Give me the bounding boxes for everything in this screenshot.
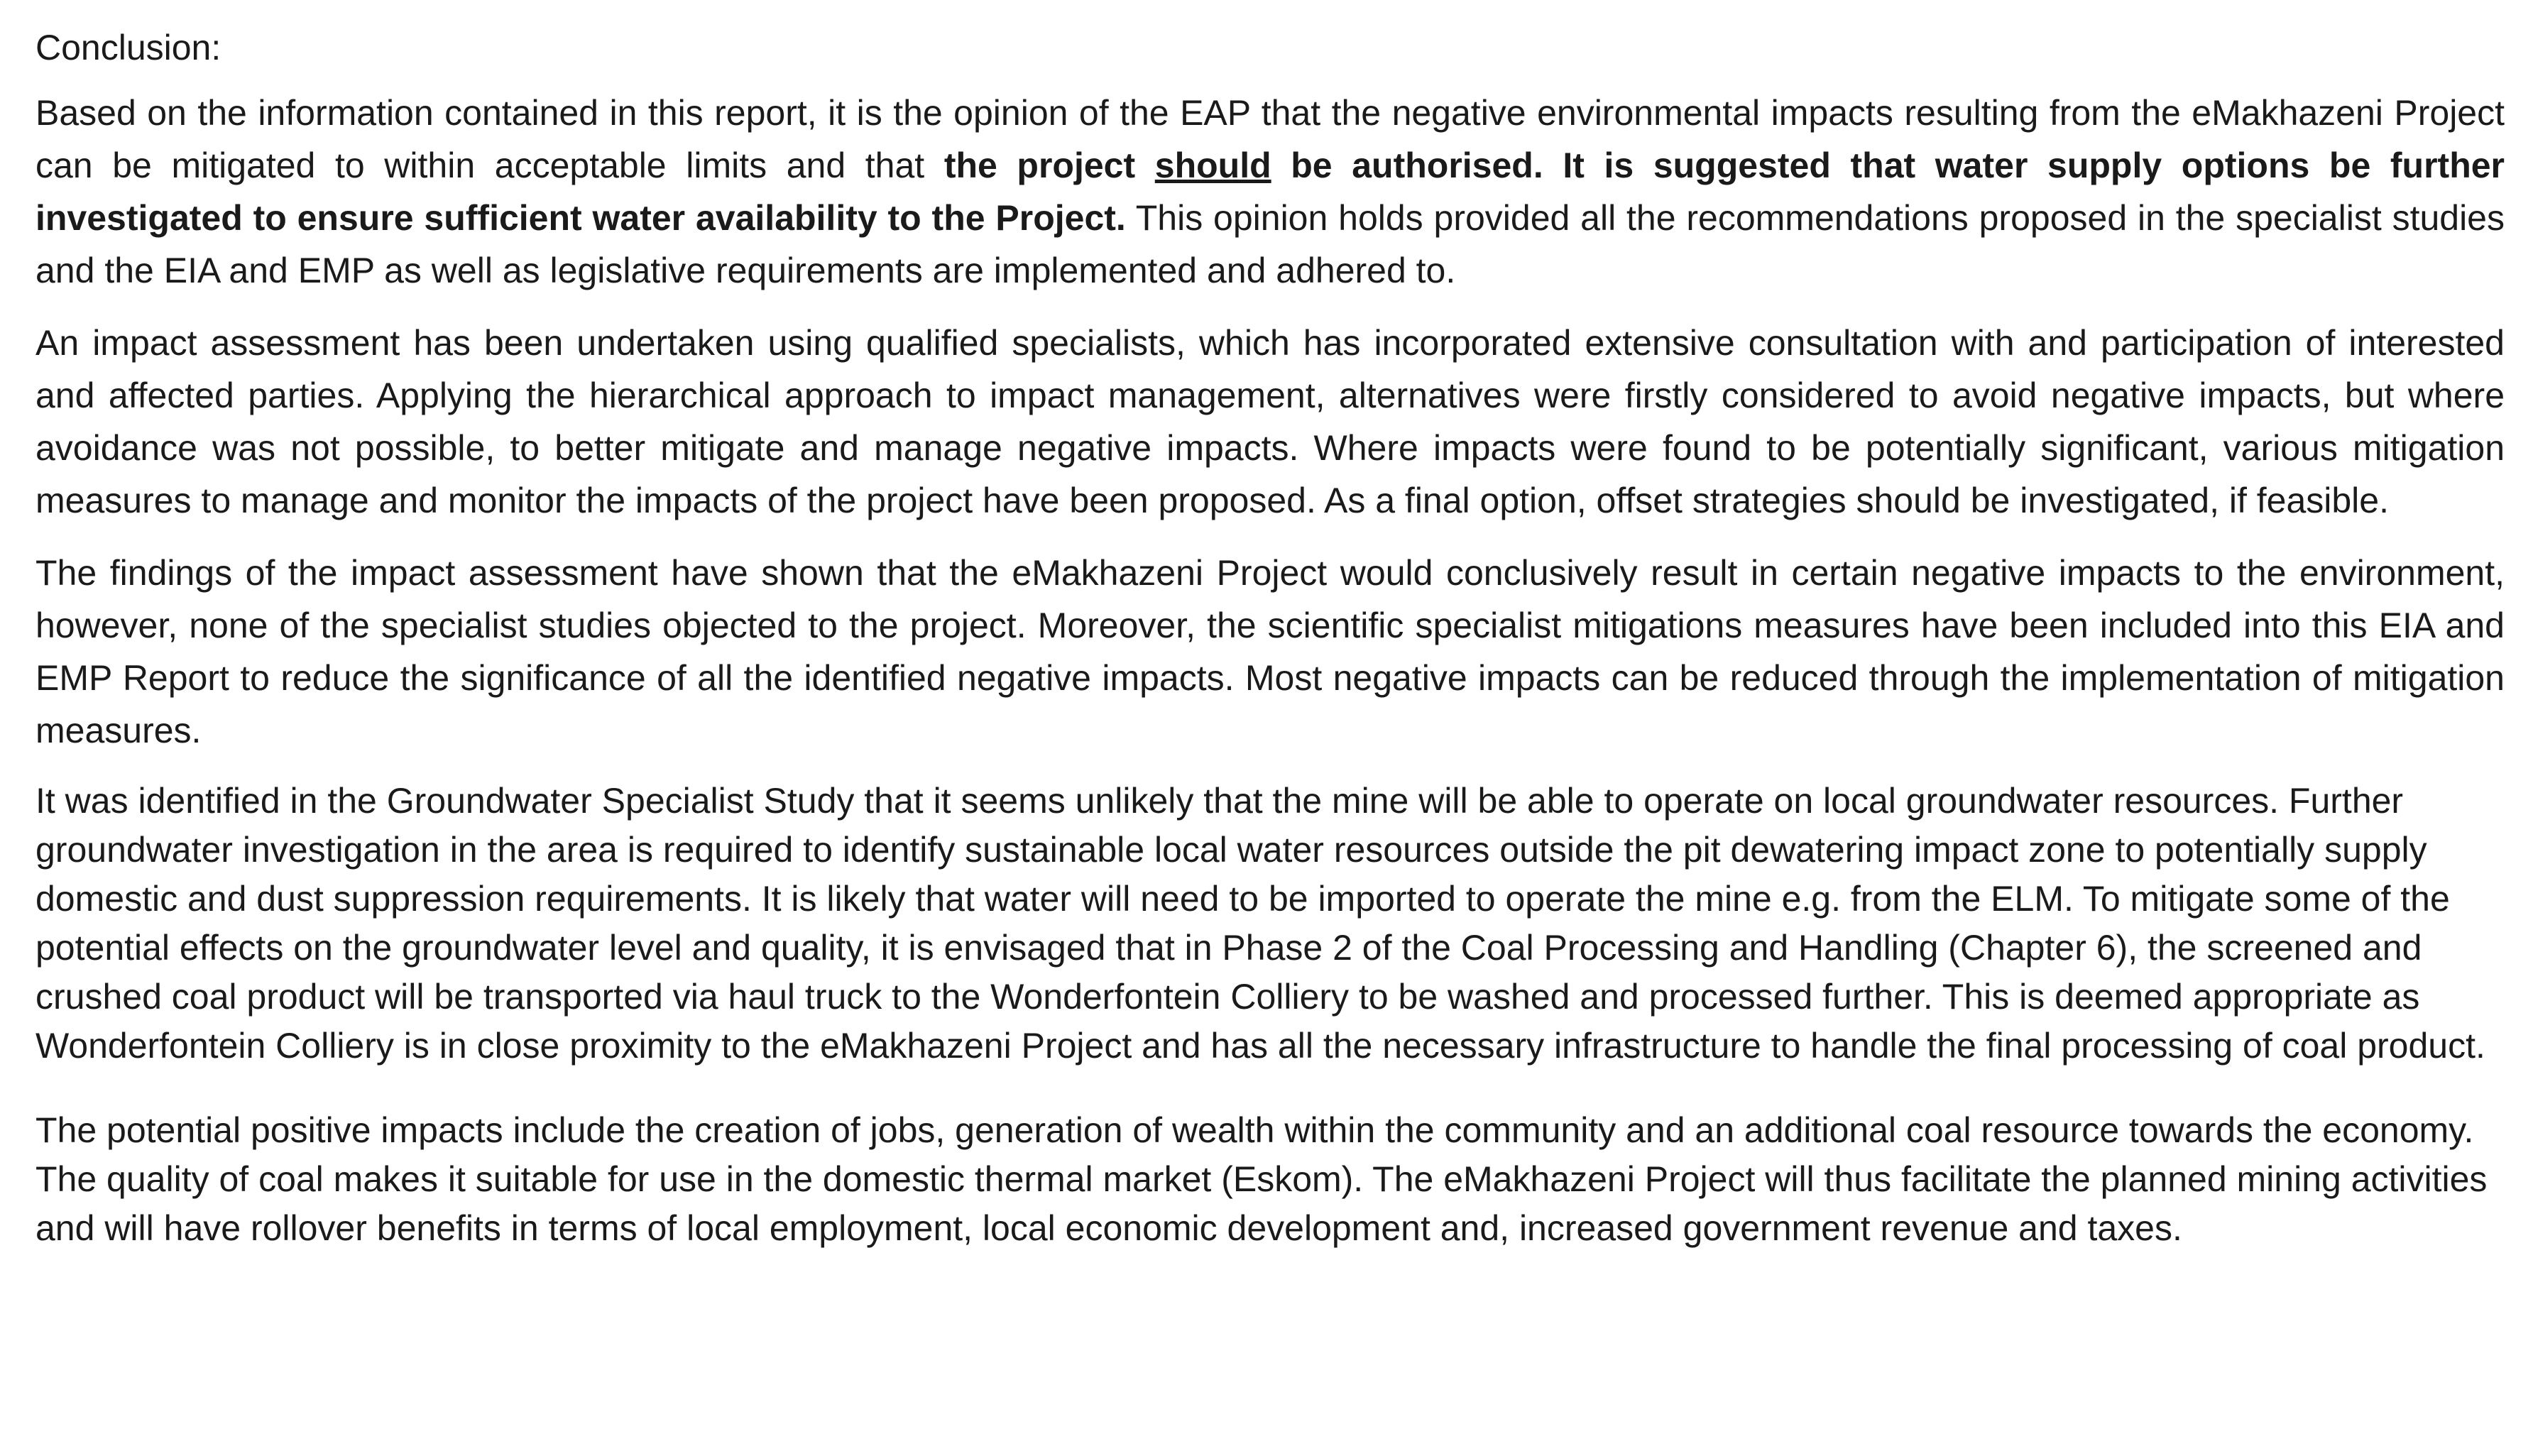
document-page [35, 23, 2505, 1273]
paragraph-positive-impacts: The potential positive impacts include the creation of jobs, generation of wealth within the community and an additional coal resource towards the economy. The quality of coal makes it suitable for use in the domestic thermal market (Eskom). The eMakhazeni Project will thus facilitate the planned mining activities and will have rollover benefits in terms of local employment, local economic development and, increased government revenue and taxes. [35, 1110, 2488, 1248]
paragraph-impact-assessment: An impact assessment has been undertaken using qualified specialists, which has incorporated extensive consultation with and participation of interested and affected parties. Applying the hierarchical approach to impact management, alternatives were firstly considered to avoid negative impacts, but where avoidance was not possible, to better mitigate and manage negative impacts. Where impacts were found to be potentially significant, various mitigation measures to manage and monitor the impacts of the project have been proposed. As a final option, offset strategies should be investigated, if feasible. [35, 323, 2505, 520]
authorisation-statement-a: the project [943, 146, 1155, 185]
authorisation-statement-b: be authorised. It is suggested that water supply options be further investigated to ensure sufficient water availability to the Project. [35, 146, 2505, 238]
conclusion-heading: Conclusion: [35, 28, 221, 67]
paragraph-findings: The findings of the impact assessment have shown that the eMakhazeni Project would conclusively result in certain negative impacts to the environment, however, none of the specialist studies objected to the project. Moreover, the scientific specialist mitigations measures have been included into this EIA and EMP Report to reduce the significance of all the identified negative impacts. Most negative impacts can be reduced through the implementation of mitigation measures. [35, 553, 2505, 750]
authorisation-should: should [1154, 146, 1271, 185]
paragraph-eap-opinion-rest: This opinion holds provided all the recommendations proposed in the specialist studies and the EIA and EMP as well as legislative requirements are implemented and adhered to. [35, 198, 2505, 290]
paragraph-eap-opinion-intro: Based on the information contained in this report, it is the opinion of the EAP that the negative environmental impacts resulting from the eMakhazeni Project can be mitigated to within acceptable limits and that [35, 93, 2505, 185]
paragraph-eap-opinion [35, 87, 2505, 297]
paragraph-groundwater: It was identified in the Groundwater Specialist Study that it seems unlikely that the mine will be able to operate on local groundwater resources. Further groundwater investigation in the area is required to identify sustainable local water resources outside the pit dewatering impact zone to potentially supply domestic and dust suppression requirements. It is likely that water will need to be imported to operate the mine e.g. from the ELM. To mitigate some of the potential effects on the groundwater level and quality, it is envisaged that in Phase 2 of the Coal Processing and Handling (Chapter 6), the screened and crushed coal product will be transported via haul truck to the Wonderfontein Colliery to be washed and processed further. This is deemed appropriate as Wonderfontein Colliery is in close proximity to the eMakhazeni Project and has all the necessary infrastructure to handle the final processing of coal product. [35, 781, 2485, 1066]
